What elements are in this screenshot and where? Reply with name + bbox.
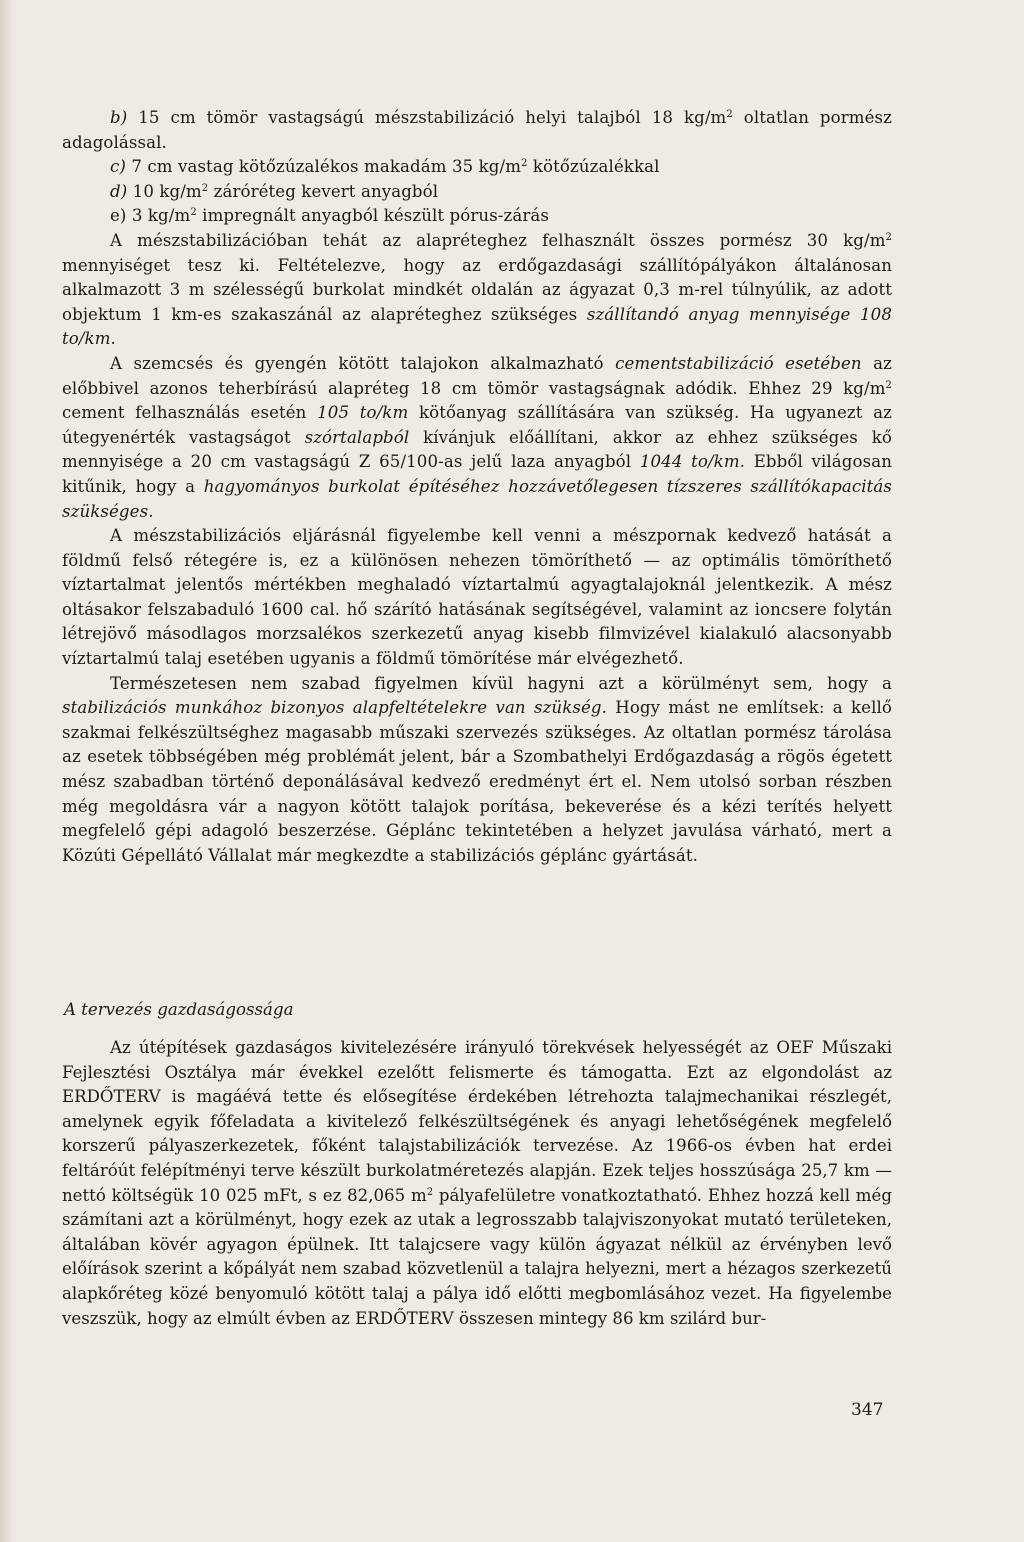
text-run: A szemcsés és gyengén kötött talajokon alkalmazható: [110, 353, 616, 373]
text-run: Természetesen nem szabad figyelmen kívül hagyni azt a körülményt sem, hogy a: [110, 673, 892, 693]
text-run: az előbbivel azonos teherbírású alapréteg 18 cm tömör vastagságnak adódik. Ehhez 29 kg/m: [62, 353, 892, 398]
superscript: 2: [190, 207, 197, 219]
list-item-b: [62, 106, 892, 155]
item-marker: d): [110, 181, 128, 201]
item-marker: c): [110, 157, 126, 177]
emphasis: hagyományos burkolat építéséhez hozzávetőlegesen tízszeres szállítókapacitás szükséges.: [62, 476, 892, 521]
paragraph-4: [62, 672, 892, 869]
superscript: 2: [885, 231, 892, 243]
text-run: Az útépítések gazdaságos kivitelezésére irányuló törekvések helyességét az OEF Műszaki Fejlesztési Osztálya már évekkel ezelőtt felismerte és támogatta. Ezt az elgondolást az ERDŐTERV is magáévá tette és elősegítése érdekében létrehozta talajmechanikai részlegét, amelynek egyik főfeladata a kivitelező felkészültségének és anyagi lehetőségének megfelelő korszerű pályaszerkezetek, főként talajstabilizációk tervezése. Az 1966-os évben hat erdei feltáróút felépítményi terve készült burkolatméretezés alapján. Ezek teljes hosszúsága 25,7 km — nettó költségük 10 025 mFt, s ez 82,065 m: [62, 1038, 892, 1205]
text-run: pályafelületre vonatkoztatható. Ehhez hozzá kell még számítani azt a körülményt, hogy ezek az utak a legrosszabb talajviszonyokat mutató területeken, általában kövér agyagon épülnek. Itt talajcsere vagy külön ágyazat nélkül az érvényben levő előírások szerint a kőpályát nem szabad közvetlenül a talajra helyezni, mert a hézagos szerkezetű alapkőréteg közé benyomuló kötött talaj a pálya idő előtti megbomlásához vezet. Ha figyelembe veszszük, hogy az elmúlt évben az ERDŐTERV összesen mintegy 86 km szilárd bur-: [62, 1185, 892, 1328]
paragraph-1: [62, 229, 892, 352]
section-heading: A tervezés gazdaságossága: [64, 1000, 294, 1019]
text-run: Hogy mást ne említsek: a kellő szakmai felkészültséghez magasabb műszaki szervezés szükséges. Az oltatlan pormész tárolása az esetek többségében még problémát jelent, bár a Szombathelyi Erdőgazdaság a rögös égetett mész szabadban történő deponálásával kedvező eredményt ért el. Nem utolsó sorban részben még megoldásra vár a nagyon kötött talajok porítása, bekeverése és a kézi terítés helyett megfelelő gépi adagoló beszerzése. Géplánc tekintetében a helyzet javulása várható, mert a Közúti Gépellátó Vállalat már megkezdte a stabilizációs géplánc gyártását.: [62, 698, 892, 865]
list-item-c: [62, 155, 892, 180]
text-run: Ebből világosan kitűnik, hogy a: [62, 452, 892, 496]
superscript: 2: [426, 1186, 434, 1198]
text-run: kívánjuk előállítani, akkor az ehhez szükséges kő mennyisége a 20 cm vastagságú Z 65/100-as jelű laza anyagból: [62, 427, 892, 472]
item-text: záróréteg kevert anyagból: [208, 181, 439, 201]
superscript: 2: [521, 158, 528, 170]
text-run: cement felhasználás esetén: [62, 403, 318, 423]
emphasis: stabilizációs munkához bizonyos alapfeltételekre van szükség.: [62, 698, 608, 718]
item-marker: e): [110, 206, 127, 226]
item-marker: b): [110, 108, 128, 127]
list-item-e: [62, 204, 892, 229]
paragraph-3: A mészstabilizációs eljárásnál figyelembe kell venni a mészpornak kedvező hatását a földmű felső rétegére is, ez a különösen nehezen tömöríthető — az optimális tömöríthető víztartalmat jelentős mértékben meghaladó víztartalmú agyagtalajoknál jelentkezik. A mész oltásakor felszabaduló 1600 cal. hő szárító hatásának segítségével, valamint az ioncsere folytán létrejövő másodlagos morzsalékos szerkezetű anyag kisebb filmvizével kialakuló alacsonyabb víztartalmú talaj esetében ugyanis a földmű tömörítése már elvégezhető.: [62, 526, 892, 669]
item-text: impregnált anyagból készült pórus-zárás: [196, 206, 549, 226]
paragraph-5: [62, 1036, 892, 1331]
list-item-d: [62, 180, 892, 205]
item-text: 10 kg/m: [127, 181, 202, 201]
section-body: [62, 1036, 892, 1331]
emphasis: cementstabilizáció esetében: [615, 353, 862, 373]
text-run: kötőanyag szállítására van szükség. Ha ugyanezt az útegyenérték vastagságot: [62, 403, 892, 447]
item-text: 15 cm tömör vastagságú mészstabilizáció helyi talajból 18 kg/m: [127, 108, 727, 127]
text-run: A mészstabilizációban tehát az alapréteghez felhasznált összes pormész 30 kg/m: [110, 230, 886, 250]
superscript: 2: [885, 379, 892, 391]
text-run: mennyiséget tesz ki. Feltételezve, hogy az erdőgazdasági szállítópályákon általánosan alkalmazott 3 m szélességű burkolat mindkét oldalán az ágyazat 0,3 m-rel túlnyúlik, az adott objektum 1 km-es szakaszánál az alapréteghez szükséges: [62, 255, 892, 324]
paragraph-2: [62, 352, 892, 524]
superscript: 2: [726, 109, 733, 120]
emphasis: 105 to/km: [317, 403, 409, 423]
item-text: oltatlan pormész adagolással.: [62, 108, 892, 152]
document-body: [62, 106, 892, 868]
page-number: 347: [851, 1400, 884, 1420]
superscript: 2: [201, 182, 209, 194]
item-text: kötőzúzalékkal: [527, 157, 660, 177]
emphasis: 1044 to/km.: [639, 452, 746, 472]
emphasis: szórtalapból: [304, 427, 410, 447]
item-text: 7 cm vastag kötőzúzalékos makadám 35 kg/m: [125, 157, 522, 177]
item-text: 3 kg/m: [126, 206, 191, 226]
emphasis: szállítandó anyag mennyisége 108 to/km.: [62, 304, 892, 349]
scan-edge: [0, 0, 14, 1542]
